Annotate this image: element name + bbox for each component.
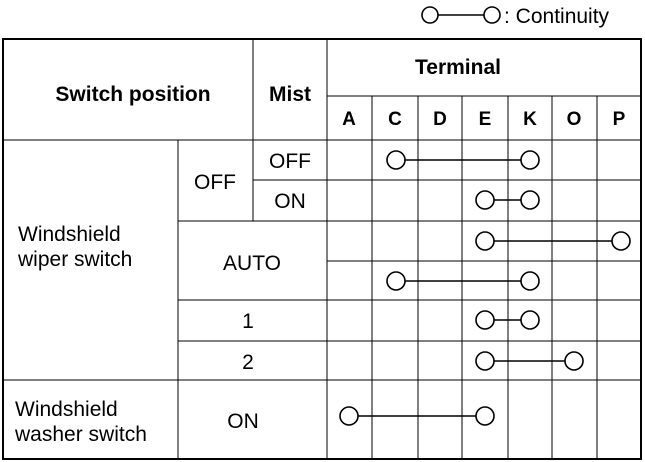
- legend-dot-right: [484, 7, 500, 23]
- continuity-terminal-dot: [612, 232, 630, 250]
- terminal-col-d: D: [433, 109, 447, 130]
- mist-on: ON: [274, 190, 306, 213]
- continuity-terminal-dot: [476, 311, 494, 329]
- switch-position-header: Switch position: [55, 83, 211, 106]
- terminal-col-a: A: [342, 109, 356, 130]
- continuity-terminal-dot: [521, 272, 539, 290]
- wiper-group-label-line2: wiper switch: [18, 248, 133, 271]
- terminal-col-e: E: [478, 109, 492, 130]
- legend: [422, 5, 610, 28]
- continuity-connectors: [340, 151, 630, 425]
- continuity-terminal-dot: [340, 407, 358, 425]
- legend-label: : Continuity: [504, 5, 610, 28]
- position-2: 2: [242, 351, 254, 374]
- position-auto: AUTO: [223, 252, 281, 275]
- position-1: 1: [242, 310, 254, 333]
- legend-dot-left: [422, 7, 438, 23]
- continuity-terminal-dot: [476, 407, 494, 425]
- continuity-terminal-dot: [476, 352, 494, 370]
- terminal-col-c: C: [388, 109, 402, 130]
- mist-header: Mist: [269, 83, 311, 106]
- grid-vertical: [178, 39, 597, 459]
- continuity-terminal-dot: [476, 232, 494, 250]
- continuity-terminal-dot: [521, 191, 539, 209]
- terminal-col-p: P: [612, 109, 626, 130]
- continuity-terminal-dot: [476, 191, 494, 209]
- terminal-columns: [342, 109, 626, 130]
- terminal-col-o: O: [566, 109, 582, 130]
- position-washer-on: ON: [227, 410, 259, 433]
- washer-group-label-line2: washer switch: [15, 423, 147, 446]
- continuity-terminal-dot: [521, 311, 539, 329]
- continuity-terminal-dot: [521, 151, 539, 169]
- wiper-group-label-line1: Windshield: [18, 223, 121, 246]
- terminal-header: Terminal: [415, 56, 501, 79]
- position-off: OFF: [194, 171, 236, 194]
- continuity-terminal-dot: [565, 352, 583, 370]
- mist-off: OFF: [269, 150, 311, 173]
- washer-group-label-line1: Windshield: [15, 398, 118, 421]
- continuity-terminal-dot: [387, 272, 405, 290]
- terminal-col-k: K: [523, 109, 537, 130]
- continuity-terminal-dot: [387, 151, 405, 169]
